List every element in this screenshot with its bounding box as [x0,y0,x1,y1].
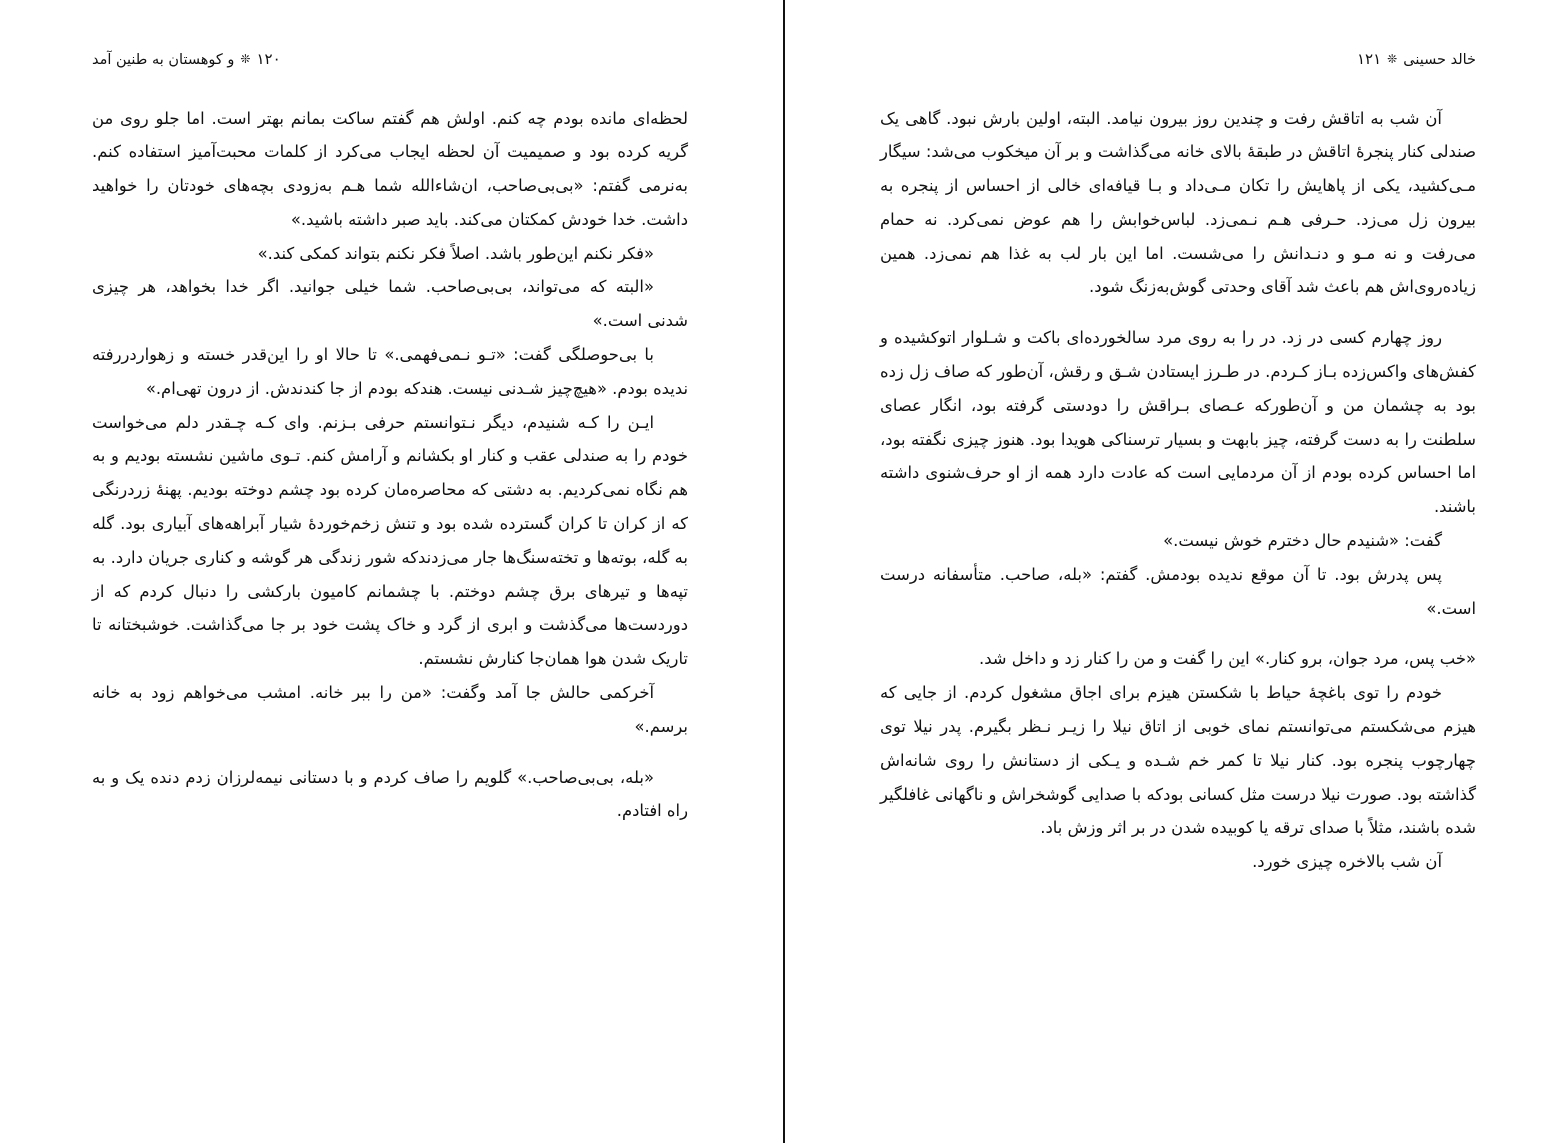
running-title-right: خالد حسینی [1403,52,1476,68]
paragraph: ایـن را کـه شنیدم، دیگر نـتوانستم حرفی بـزنم. وای کـه چـقدر دلم می‌خواست خودم را به صندلی عقب و کنار او بکشانم و آرامش کنم. تـوی ماشین نشسته بودیم و به هم نگاه نمی‌کردیم. به دشتی که محاصره‌مان کرده بود چشم دوخته بودیم. پهنهٔ زردرنگی که از کران تا کران گسترده شده بود و تنش زخم‌خوردهٔ شیار آبراهه‌های آبیاری بود. گله به گله، بوته‌ها و تخته‌سنگ‌ها جار می‌زدندکه شور زندگی هر گوشه و کناری جریان دارد. به تپه‌ها و تیرهای برق چشم دوختم. با چشمانم کامیون بارکشی را دنبال کردم که از دوردست‌ها می‌گذشت و ابری از گرد و خاک پشت خود بر جا می‌گذاشت. خوشبختانه تا تاریک شدن هوا همان‌جا کنارش نشستم. [92,412,688,669]
page-number-right: ۱۲۱ [1357,50,1382,68]
running-head-right [880,52,1476,68]
paragraph: خودم را توی باغچهٔ حیاط با شکستن هیزم برای اجاق مشغول کردم. از جایی که هیزم می‌شکستم می‌توانستم نمای خوبی از اتاق نیلا را زیـر نـظر بگیرم. پدر نیلا توی چهارچوب پنجره بود. کنار نیلا تا کمر خم شـده و یـکی از دستانش را روی شانه‌اش گذاشته بود. صورت نیلا درست مثل کسانی بودکه با صدایی گوشخراش و ناگهانی غافلگیر شده باشند، مثلاً با صدای ترقه یا کوبیده شدن در بر اثر وزش باد. [880,683,1476,838]
paragraph: با بی‌حوصلگی گفت: «تـو نـمی‌فهمی.» تا حالا او را این‌قدر خسته و زهواردررفته ندیده بودم. «هیچ‌چیز شـدنی نیست. هندکه بودم از جا کندندش. از درون تهی‌ام.» [92,345,688,398]
paragraph: آخرکمی حالش جا آمد وگفت: «من را ببر خانه. امشب می‌خواهم زود به خانه برسم.» [92,683,688,736]
page-body-left [92,102,688,829]
ornament-icon: ❊ [1387,52,1398,66]
page-body-right [880,102,1476,880]
ornament-icon: ❊ [240,52,251,66]
page-number-left: ۱۲۰ [256,50,281,68]
paragraph: «خب پس، مرد جوان، برو کنار.» این را گفت و من را کنار زد و داخل شد. [978,649,1476,669]
paragraph: «بله، بی‌بی‌صاحب.» گلویم را صاف کردم و با دستانی نیمه‌لرزان زدم دنده یک و به راه افتادم. [92,767,688,821]
paragraph: روز چهارم کسی در زد. در را به روی مرد سالخورده‌ای باکت و شـلوار اتوکشیده و کفش‌های واکس‌زده بـاز کـردم. در طـرز ایستادن شـق و رقش، آن‌طور که صاف زل زده بود به چشمان من و آن‌طورکه عـصای بـراقش را دودستی گرفته بود، انگار عصای سلطنت را به دست گرفته، چیز بابهت و بسیار ترسناکی هویدا بود. هنوز چیزی نگفته بود، اما احساس کرده بودم از آن مردمایی است که عادت دارد همه از او حرف‌شنوی داشته باشند. [880,328,1476,517]
paragraph: پس پدرش بود. تا آن موقع ندیده بودمش. گفتم: «بله، صاحب. متأسفانه درست است.» [880,564,1476,618]
paragraph: آن شب بالاخره چیزی خورد. [1252,852,1442,872]
paragraph: آن شب به اتاقش رفت و چندین روز بیرون نیامد. البته، اولین بارش نبود. گاهی یک صندلی کنار پنجرهٔ اتاقش در طبقهٔ بالای خانه می‌گذاشت و بر آن میخکوب می‌شد: سیگار مـی‌کشید، یکی از پاهایش را تکان مـی‌داد و بـا قیافه‌ای خالی از احساس از پنجره به بیرون زل می‌زد. حـرفی هـم نـمی‌زد. لباس‌خوابش را هم عوض نمی‌کرد. نه حمام می‌رفت و نه مـو و دنـدانش را می‌شست. اما این بار لب به غذا هم نمی‌زد. همین زیاده‌روی‌اش هم باعث شد آقای وحدتی گوش‌به‌زنگ شود. [880,108,1476,297]
paragraph: گفت: «شنیدم حال دخترم خوش نیست.» [1163,531,1442,551]
paragraph: «فکر نکنم این‌طور باشد. اصلاً فکر نکنم بتواند کمکی کند.» [257,243,654,263]
running-title-left: و کوهستان به طنین آمد [92,52,235,68]
paragraph: «البته که می‌تواند، بی‌بی‌صاحب. شما خیلی جوانید. اگر خدا بخواهد، هر چیزی شدنی است.» [92,277,688,331]
running-head-left [92,52,688,68]
paragraph: لحظه‌ای مانده بودم چه کنم. اولش هم گفتم ساکت بمانم بهتر است. اما جلو روی من گریه کرده بود و صمیمیت آن لحظه ایجاب می‌کرد از کلمات محبت‌آمیز استفاده کنم. به‌نرمی گفتم: «بی‌بی‌صاحب، ان‌شاءالله شما هـم به‌زودی بچه‌های خودتان را خواهید داشت. خدا خودش کمکتان می‌کند. باید صبر داشته باشید.» [92,108,688,229]
page-right [784,0,1568,1143]
